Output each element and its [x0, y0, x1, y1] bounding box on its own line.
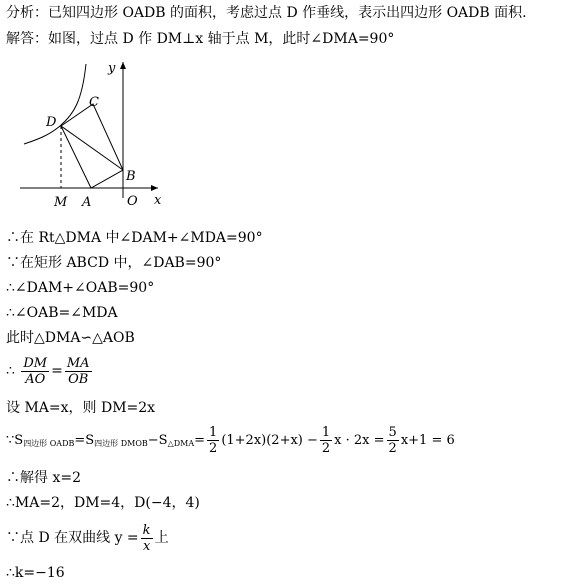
area-mid-1: =S: [74, 433, 95, 448]
answer-line: ∴k=−16: [6, 565, 65, 581]
point-label-m: M: [54, 195, 68, 210]
five-halves-fraction: [387, 425, 399, 456]
step-line-1: ∴在 Rt△DMA 中∠DAM+∠MDA=90°: [6, 230, 263, 246]
area-equation: [6, 424, 455, 461]
ratio-equals: =: [51, 363, 63, 379]
step-line-4: ∴∠OAB=∠MDA: [6, 305, 118, 321]
half-num-2: 1: [321, 425, 331, 440]
hyperbola-prefix: ∵点 D 在双曲线 y =: [6, 530, 139, 546]
point-label-o: O: [127, 194, 138, 209]
solution-label: 解答：: [6, 31, 48, 47]
let-line: 设 MA=x，则 DM=2x: [6, 400, 156, 416]
geometry-figure: [8, 56, 178, 214]
area-mid-3: =: [194, 433, 206, 448]
x-axis-label: x: [154, 193, 162, 208]
half-num-1: 1: [209, 425, 218, 440]
hyperbola-suffix: 上: [154, 530, 169, 546]
values-line: ∴MA=2，DM=4，D(−4，4): [6, 495, 200, 511]
area-mid-2: −S: [147, 433, 168, 448]
hyperbola-fraction: [141, 523, 153, 554]
half-den-2: 2: [321, 441, 331, 456]
five-den: 2: [388, 441, 397, 456]
analysis-label: 分析：: [6, 5, 48, 21]
y-axis-arrow-icon: [120, 62, 126, 69]
area-part-2: x · 2x =: [334, 433, 385, 448]
ratio-den-1: AO: [25, 371, 46, 387]
ratio-fraction-dm-ao: [21, 356, 49, 387]
hyperbola-curve: [24, 64, 86, 144]
solution-line: [6, 30, 394, 48]
solve-line: ∴解得 x=2: [6, 470, 81, 486]
half-fraction-2: [320, 425, 332, 456]
analysis-line: [6, 4, 527, 22]
ratio-line: [6, 354, 94, 388]
point-label-d: D: [46, 115, 57, 130]
step-line-2: ∵在矩形 ABCD 中，∠DAB=90°: [6, 255, 222, 271]
diagonal-db: [61, 126, 123, 170]
area-part-3: x+1 = 6: [400, 433, 455, 448]
hyperbola-num: k: [142, 522, 151, 538]
ratio-num-1: DM: [23, 355, 48, 371]
hyperbola-den: x: [142, 538, 151, 554]
solution-text: 如图，过点 D 作 DM⊥x 轴于点 M，此时∠DMA=90°: [48, 31, 395, 47]
area-sub-dmob: 四边形 DMOB: [94, 439, 148, 448]
five-num: 5: [388, 425, 397, 440]
area-prefix: ∵S: [6, 433, 24, 448]
point-label-a: A: [82, 195, 92, 210]
point-label-b: B: [126, 169, 136, 184]
area-sub-dma: △DMA: [167, 439, 195, 448]
step-line-5: 此时△DMA∽△AOB: [6, 330, 135, 346]
step-line-3: ∴∠DAM+∠OAB=90°: [6, 280, 155, 296]
point-label-c: C: [89, 95, 99, 110]
hyperbola-line: [6, 519, 169, 557]
half-den-1: 2: [209, 441, 218, 456]
analysis-text: 已知四边形 OADB 的面积，考虑过点 D 作垂线，表示出四边形 OADB 面积.: [48, 5, 527, 21]
ratio-num-2: MA: [66, 355, 90, 371]
y-axis-label: y: [108, 61, 116, 76]
x-axis-arrow-icon: [151, 185, 158, 191]
ratio-den-2: OB: [68, 371, 89, 387]
rectangle-abcd: [61, 104, 123, 188]
half-fraction-1: [207, 425, 219, 456]
ratio-prefix: ∴: [6, 363, 15, 379]
ratio-fraction-ma-ob: [65, 356, 92, 387]
area-sub-oadb: 四边形 OADB: [23, 439, 75, 448]
area-part-1: (1+2x)(2+x) −: [221, 433, 318, 448]
